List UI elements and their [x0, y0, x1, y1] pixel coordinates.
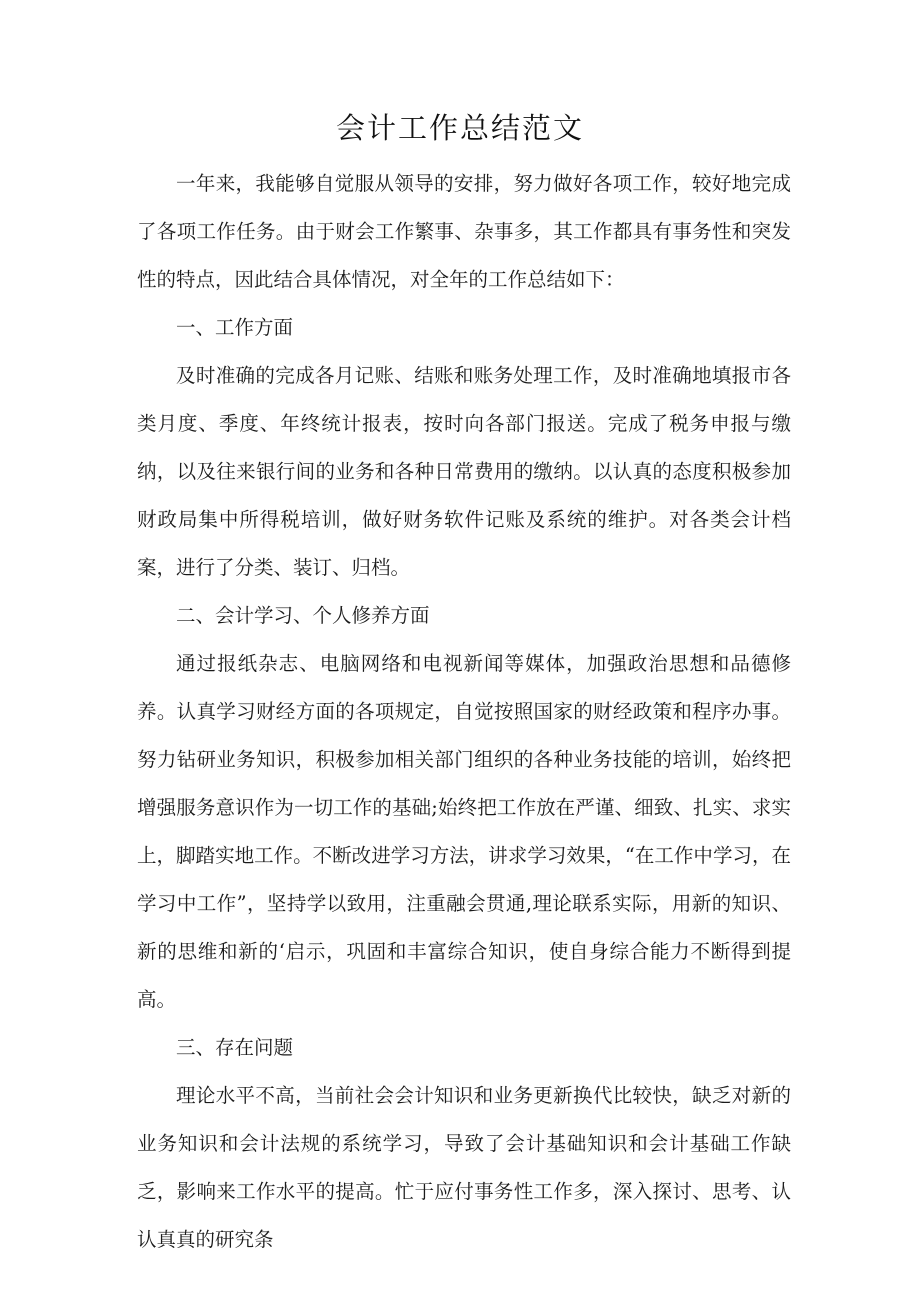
paragraph-work: 及时准确的完成各月记账、结账和账务处理工作，及时准确地填报市各类月度、季度、年终统计报表，按时向各部门报送。完成了税务申报与缴纳，以及往来银行间的业务和各种日常费用的缴纳。以认真的态度积极参加财政局集中所得税培训，做好财务软件记账及系统的维护。对各类会计档案，进行了分类、装订、归档。 — [137, 364, 791, 579]
paragraph-study: 通过报纸杂志、电脑网络和电视新闻等媒体，加强政治思想和品德修养。认真学习财经方面的各项规定，自觉按照国家的财经政策和程序办事。努力钻研业务知识，积极参加相关部门组织的各种业务技能的培训，始终把增强服务意识作为一切工作的基础;始终把工作放在严谨、细致、扎实、求实上，脚踏实地工作。不断改进学习方法，讲求学习效果，“在工作中学习，在学习中工作”，坚持学以致用，注重融会贯通,理论联系实际，用新的知识、新的思维和新的‘启示，巩固和丰富综合知识，使自身综合能力不断得到提高。 — [137, 652, 791, 1011]
section-heading-problems: 三、存在问题 — [176, 1036, 294, 1059]
paragraph-intro: 一年来，我能够自觉服从领导的安排，努力做好各项工作，较好地完成了各项工作任务。由于财会工作繁事、杂事多，其工作都具有事务性和突发性的特点，因此结合具体情况，对全年的工作总结如下： — [137, 172, 791, 291]
paragraph-problems: 理论水平不高，当前社会会计知识和业务更新换代比较快，缺乏对新的业务知识和会计法规的系统学习，导致了会计基础知识和会计基础工作缺乏，影响来工作水平的提高。忙于应付事务性工作多，深入探讨、思考、认认真真的研究条 — [137, 1084, 791, 1251]
document-title: 会计工作总结范文 — [335, 111, 584, 145]
section-heading-work: 一、工作方面 — [176, 316, 294, 339]
section-heading-study: 二、会计学习、个人修养方面 — [176, 604, 430, 627]
document-body — [137, 160, 791, 1264]
